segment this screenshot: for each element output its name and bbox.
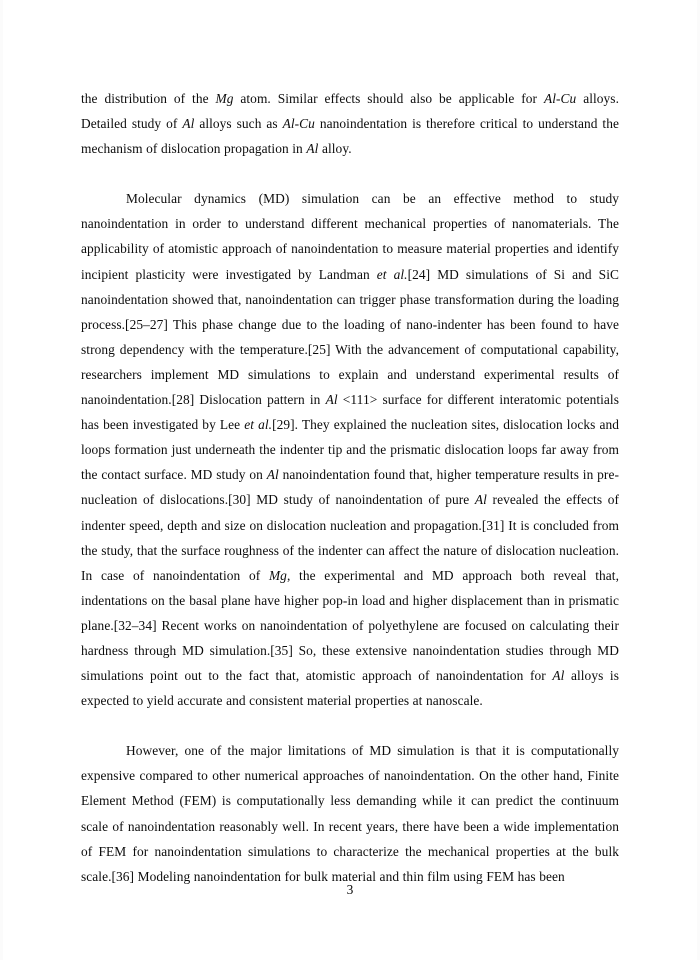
paragraph-1: the distribution of the Mg atom. Similar effects should also be applicable for Al-Cu alloys. Detailed study of Al alloys such as Al-Cu nanoindentation is therefore critical to understand the mechanism of dislocation propagation in Al alloy. <box>81 91 620 157</box>
page-number: 3 <box>346 882 354 897</box>
paragraph-3: However, one of the major limitations of MD simulation is that it is computationally expensive compared to other numerical approaches of nanoindentation. On the other hand, Finite Element Method (FEM) is computationally less demanding while it can predict the continuum scale of nanoindentation reasonably well. In recent years, there have been a wide implementation of FEM for nanoindentation simulations to characterize the mechanical properties at the bulk scale.[36] Modeling nanoindentation for bulk material and thin film using FEM has been <box>81 743 619 884</box>
italic-term: Al <box>182 116 195 132</box>
italic-term: Al <box>325 392 338 408</box>
italic-term: Al <box>306 141 319 157</box>
italic-term: et al. <box>244 417 273 433</box>
page-edge-left <box>0 0 3 960</box>
italic-term: Al <box>474 492 487 508</box>
italic-term: Mg <box>215 91 234 106</box>
paragraph-2: Molecular dynamics (MD) simulation can be an effective method to study nanoindentation in order to understand different mechanical properties of nanomaterials. The applicability of atomistic approach of nanoindentation to measure material properties and identify incipient plasticity were investigated by Landman et al.[24] MD simulations of Si and SiC nanoindentation showed that, nanoindentation can trigger phase transformation during the loading process.[25–27] This phase change due to the loading of nano-indenter has been found to have strong dependency with the temperature.[25] With the advancement of computational capability, researchers implement MD simulations to explain and understand experimental results of nanoindentation.[28] Dislocation pattern in Al <111> surface for different interatomic potentials has been investigated by Lee et al.[29]. They explained the nucleation sites, dislocation locks and loops formation just underneath the indenter tip and the prismatic dislocation loops far away from the contact surface. MD study on Al nanoindentation found that, higher temperature results in pre-nucleation of dislocations.[30] MD study of nanoindentation of pure Al revealed the effects of indenter speed, depth and size on dislocation nucleation and propagation.[31] It is concluded from the study, that the surface roughness of the indenter can affect the nature of dislocation nucleation. In case of nanoindentation of Mg, the experimental and MD approach both reveal that, indentations on the basal plane have higher pop-in load and higher displacement than in prismatic plane.[32–34] Recent works on nanoindentation of polyethylene are focused on calculating their hardness through MD simulation.[35] So, these extensive nanoindentation studies through MD simulations point out to the fact that, atomistic approach of nanoindentation for Al alloys is expected to yield accurate and consistent material properties at nanoscale. <box>81 191 619 709</box>
italic-term: Mg <box>268 567 287 583</box>
page-body-text <box>81 86 619 889</box>
italic-term: Al <box>552 668 565 684</box>
italic-term: Al <box>266 467 279 483</box>
italic-term: Al-Cu <box>543 91 577 106</box>
italic-term: Al-Cu <box>282 116 315 132</box>
italic-term: et al. <box>376 266 408 282</box>
